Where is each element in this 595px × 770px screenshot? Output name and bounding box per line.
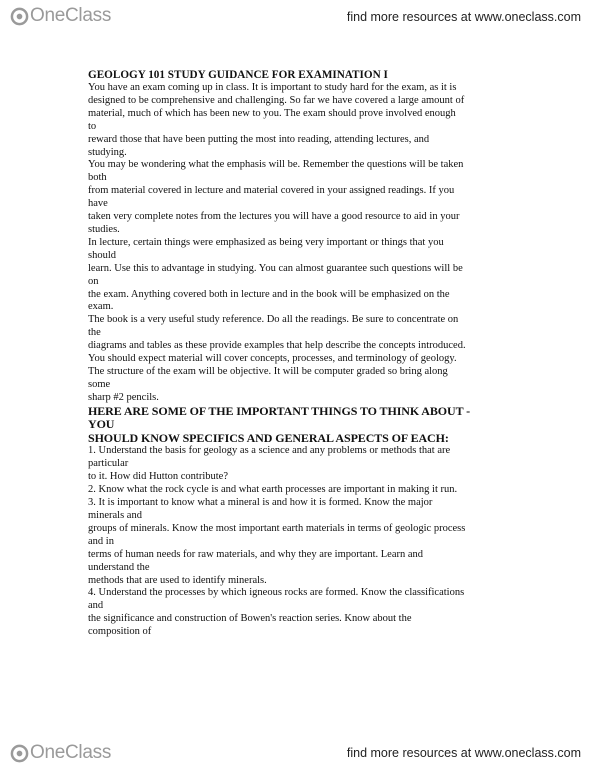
text-line: understand the xyxy=(88,561,150,573)
text-line: the significance and construction of Bowen's reaction series. Know about the xyxy=(88,613,412,625)
text-line: groups of minerals. Know the most important earth materials in terms of geologic process xyxy=(88,522,466,534)
text-line: and in xyxy=(88,535,114,547)
text-line: the xyxy=(88,327,101,339)
text-line: on xyxy=(88,275,99,287)
text-line: You should expect material will cover concepts, processes, and terminology of geology. xyxy=(88,353,457,365)
section-heading-line: SHOULD KNOW SPECIFICS AND GENERAL ASPECTS OF EACH: xyxy=(88,430,449,445)
logo-text: OneClass xyxy=(30,5,112,26)
text-line: sharp #2 pencils. xyxy=(88,391,159,403)
oneclass-logo-header[interactable] xyxy=(10,5,111,27)
text-line: have xyxy=(88,198,108,210)
text-line: 3. It is important to know what a mineral is and how it is formed. Know the major xyxy=(88,497,433,509)
text-line: terms of human needs for raw materials, and why they are important. Learn and xyxy=(88,548,424,560)
oneclass-logo-footer[interactable] xyxy=(10,742,111,764)
text-line: learn. Use this to advantage in studying. You can almost guarantee such questions will be xyxy=(88,262,463,274)
text-line: some xyxy=(88,378,111,390)
text-line: The book is a very useful study reference. Do all the readings. Be sure to concentrate on xyxy=(88,314,459,326)
promo-link-header[interactable]: find more resources at www.oneclass.com xyxy=(346,10,581,24)
text-line: exam. xyxy=(88,301,114,313)
text-line: In lecture, certain things were emphasized as being very important or things that you xyxy=(88,236,444,248)
text-line: You have an exam coming up in class. It is important to study hard for the exam, as it is xyxy=(88,82,457,93)
text-line: composition of xyxy=(88,626,152,638)
section-heading-line: HERE ARE SOME OF THE IMPORTANT THINGS TO THINK ABOUT - xyxy=(88,403,471,418)
promo-link-footer[interactable]: find more resources at www.oneclass.com xyxy=(346,746,581,760)
text-line: You may be wondering what the emphasis will be. Remember the questions will be taken xyxy=(88,159,464,171)
text-line: to it. How did Hutton contribute? xyxy=(88,471,228,483)
text-line: minerals and xyxy=(88,509,142,521)
text-line: material, much of which has been new to you. The exam should prove involved enough xyxy=(88,107,456,119)
document-body xyxy=(88,68,518,639)
text-line: from material covered in lecture and material covered in your assigned readings. If you xyxy=(88,185,455,197)
document-title: GEOLOGY 101 STUDY GUIDANCE FOR EXAMINATION I xyxy=(88,69,388,81)
text-line: reward those that have been putting the most into reading, attending lectures, and xyxy=(88,133,430,145)
text-line: methods that are used to identify minerals. xyxy=(88,574,267,586)
text-line: to xyxy=(88,120,97,132)
text-line: studies. xyxy=(88,223,120,235)
text-line: designed to be comprehensive and challenging. So far we have covered a large amount of xyxy=(88,94,465,106)
text-line: 4. Understand the processes by which igneous rocks are formed. Know the classifications xyxy=(88,587,465,599)
text-line: The structure of the exam will be objective. It will be computer graded so bring along xyxy=(88,365,448,377)
text-line: particular xyxy=(88,458,129,470)
text-line: diagrams and tables as these provide examples that help describe the concepts introduced. xyxy=(88,340,466,352)
logo-text: OneClass xyxy=(30,742,112,763)
oneclass-logo-icon xyxy=(10,744,29,763)
text-line: studying. xyxy=(88,146,127,158)
text-line: both xyxy=(88,172,107,184)
text-line: 2. Know what the rock cycle is and what earth processes are important in making it run. xyxy=(88,484,458,496)
text-line: 1. Understand the basis for geology as a science and any problems or methods that are xyxy=(88,445,451,457)
oneclass-logo-icon xyxy=(10,7,29,26)
text-line: taken very complete notes from the lectures you will have a good resource to aid in your xyxy=(88,211,460,223)
section-heading-line: YOU xyxy=(88,417,115,432)
text-line: and xyxy=(88,600,104,612)
text-line: should xyxy=(88,249,117,261)
text-line: the exam. Anything covered both in lecture and in the book will be emphasized on the xyxy=(88,288,450,300)
